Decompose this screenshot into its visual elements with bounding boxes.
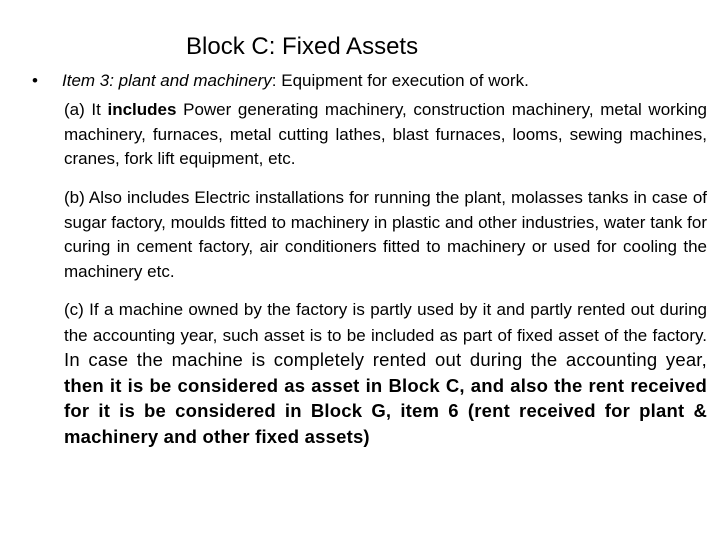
paragraph-a-prefix: (a) It [64, 100, 108, 119]
item-heading: Item 3: plant and machinery [62, 71, 272, 90]
paragraph-a [64, 98, 707, 172]
paragraph-c-larger: In case the machine is completely rented out during the accounting year, [64, 349, 707, 370]
item-heading-colon: : [271, 71, 277, 90]
bullet-marker: • [32, 71, 38, 90]
paragraph-b-text: (b) Also includes Electric installations for running the plant, molasses tanks in case of sugar factory, moulds fitted to machinery in plastic and other industries, water tank for curing in cement factory, air conditioners fitted to machinery or used for cooling the machinery etc. [64, 188, 707, 281]
slide-title: Block C: Fixed Assets [186, 33, 419, 60]
item-description: Equipment for execution of work. [276, 71, 529, 90]
paragraph-b [64, 186, 707, 284]
paragraph-a-text: Power generating machinery, construction machinery, metal working machinery, furnaces, metal cutting lathes, blast furnaces, looms, sewing machines, cranes, fork lift equipment, etc. [64, 100, 708, 168]
paragraph-c-text: (c) If a machine owned by the factory is partly used by it and partly rented out during the accounting year, such asset is to be included as part of fixed asset of the factory. [64, 300, 707, 345]
paragraph-c-bold: then it is be considered as asset in Block C, and also the rent received for it is be considered in Block G, item 6 (rent received for plant & machinery and other fixed assets) [64, 374, 707, 447]
bullet-item [32, 70, 712, 92]
paragraph-c [64, 298, 707, 450]
paragraph-a-bold: includes [107, 100, 177, 119]
